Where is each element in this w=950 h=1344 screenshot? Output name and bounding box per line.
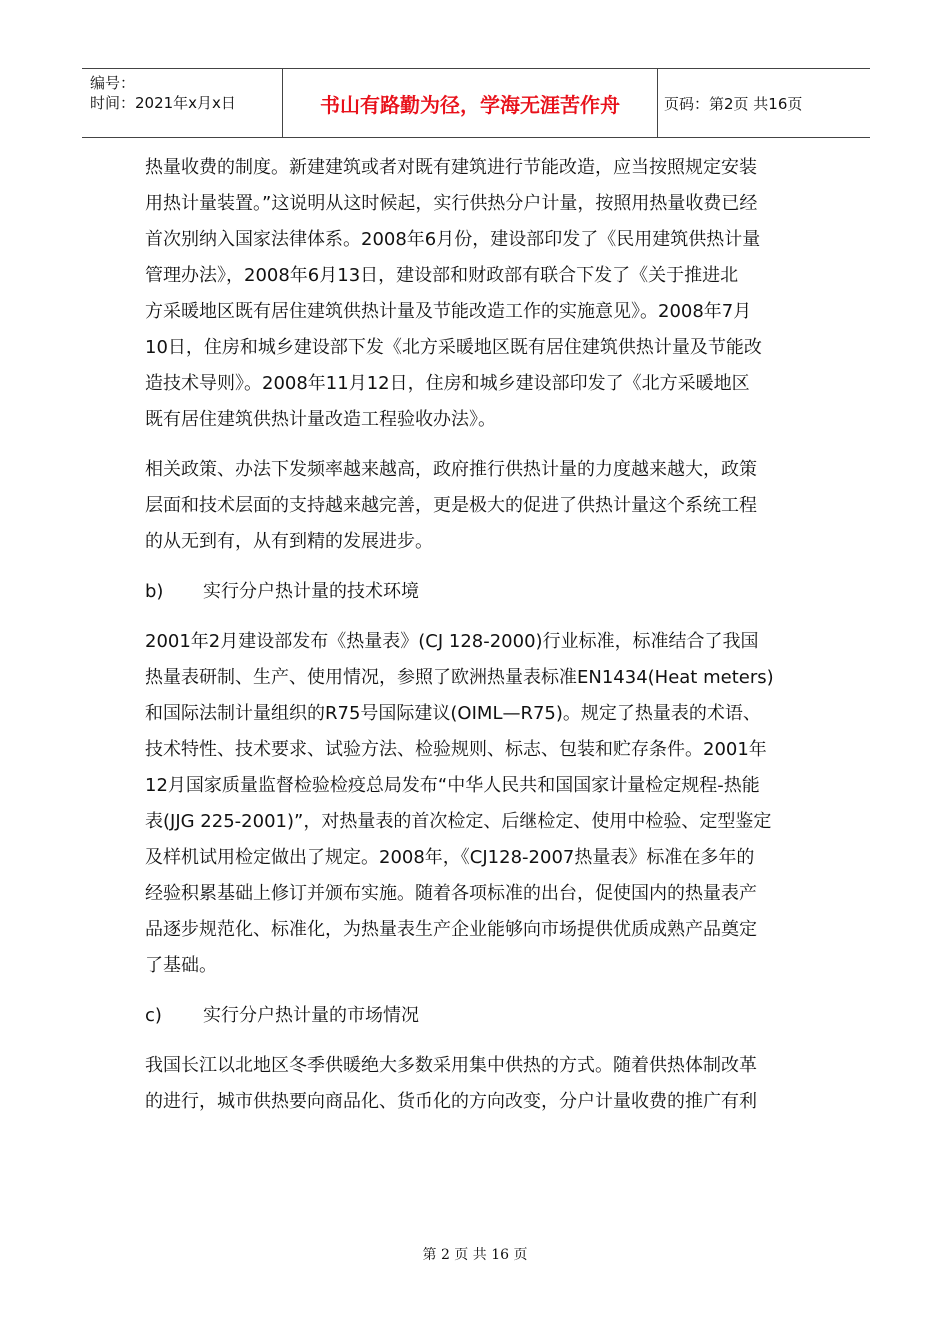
text-line: 和国际法制计量组织的R75号国际建议(OIML—R75)。规定了热量表的术语、 — [145, 703, 761, 724]
section-heading-b — [145, 574, 810, 610]
paragraph-policy-history — [145, 150, 810, 438]
paragraph-policy-summary — [145, 452, 810, 560]
text-line: 热量收费的制度。新建建筑或者对既有建筑进行节能改造，应当按照规定安装 — [145, 157, 757, 178]
text-line: 品逐步规范化、标准化，为热量表生产企业能够向市场提供优质成熟产品奠定 — [145, 919, 757, 940]
text-line: 了基础。 — [145, 955, 217, 976]
text-line: 热量表研制、生产、使用情况，参照了欧洲热量表标准EN1434(Heat meters) — [145, 667, 774, 688]
paragraph-technical-environment — [145, 624, 810, 984]
page-header — [82, 68, 870, 138]
text-line: 10日，住房和城乡建设部下发《北方采暖地区既有居住建筑供热计量及节能改 — [145, 337, 762, 358]
text-line: 造技术导则》。2008年11月12日，住房和城乡建设部印发了《北方采暖地区 — [145, 373, 750, 394]
page-footer: 第 2 页 共 16 页 — [422, 1247, 528, 1263]
text-line: 管理办法》，2008年6月13日，建设部和财政部有联合下发了《关于推进北 — [145, 265, 739, 286]
text-line: 技术特性、技术要求、试验方法、检验规则、标志、包装和贮存条件。2001年 — [145, 739, 767, 760]
section-title: 实行分户热计量的技术环境 — [203, 581, 419, 602]
paragraph-market-situation — [145, 1048, 810, 1120]
text-line: 方采暖地区既有居住建筑供热计量及节能改造工作的实施意见》。2008年7月 — [145, 301, 752, 322]
text-line: 的进行，城市供热要向商品化、货币化的方向改变，分户计量收费的推广有利 — [145, 1091, 757, 1112]
text-line: 表(JJG 225-2001)”，对热量表的首次检定、后继检定、使用中检验、定型鉴定 — [145, 811, 772, 832]
text-line: 经验积累基础上修订并颁布实施。随着各项标准的出台，促使国内的热量表产 — [145, 883, 757, 904]
document-date: 时间：2021年x月x日 — [90, 94, 236, 112]
document-body — [145, 150, 810, 1134]
header-page-info: 页码：第2页 共16页 — [664, 94, 803, 113]
text-line: 我国长江以北地区冬季供暖绝大多数采用集中供热的方式。随着供热体制改革 — [145, 1055, 757, 1076]
section-title: 实行分户热计量的市场情况 — [203, 1005, 419, 1026]
text-line: 层面和技术层面的支持越来越完善，更是极大的促进了供热计量这个系统工程 — [145, 495, 757, 516]
header-meta — [82, 69, 282, 137]
section-heading-c — [145, 998, 810, 1034]
text-line: 首次别纳入国家法律体系。2008年6月份，建设部印发了《民用建筑供热计量 — [145, 229, 761, 250]
section-marker: c) — [145, 1005, 162, 1026]
header-motto: 书山有路勤为径，学海无涯苦作舟 — [282, 69, 658, 137]
text-line: 的从无到有，从有到精的发展进步。 — [145, 531, 433, 552]
document-number-label: 编号： — [90, 74, 136, 92]
section-marker: b) — [145, 581, 164, 602]
text-line: 及样机试用检定做出了规定。2008年，《CJ128-2007热量表》标准在多年的 — [145, 847, 755, 868]
text-line: 12月国家质量监督检验检疫总局发布“中华人民共和国国家计量检定规程-热能 — [145, 775, 760, 796]
text-line: 2001年2月建设部发布《热量表》(CJ 128-2000)行业标准，标准结合了我国 — [145, 631, 759, 652]
text-line: 既有居住建筑供热计量改造工程验收办法》。 — [145, 409, 496, 430]
text-line: 相关政策、办法下发频率越来越高，政府推行供热计量的力度越来越大，政策 — [145, 459, 757, 480]
text-line: 用热计量装置。”这说明从这时候起，实行供热分户计量，按照用热量收费已经 — [145, 193, 758, 214]
